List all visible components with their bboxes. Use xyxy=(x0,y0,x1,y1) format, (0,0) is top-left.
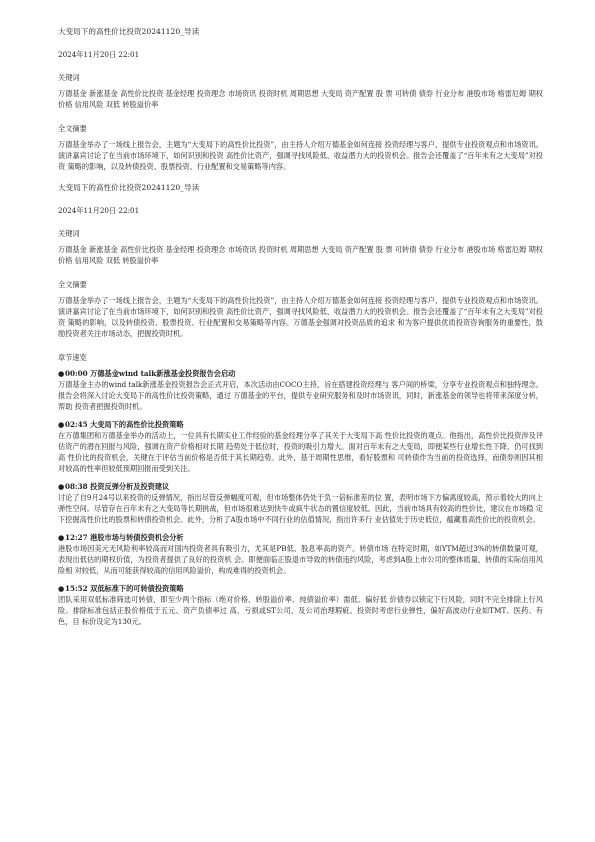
doc-date-repeat: 2024年11月20日 22:01 xyxy=(58,206,140,215)
chapter-item xyxy=(58,419,543,474)
bullet-icon: ● xyxy=(58,420,65,429)
chapter-title: ●12:27 港股市场与转债投资机会分析 xyxy=(58,533,184,542)
doc-title-repeat: 大变局下的高性价比投资20241120_导读 xyxy=(58,183,200,192)
keywords-heading-repeat: 关键词 xyxy=(58,229,80,238)
bullet-icon: ● xyxy=(58,369,65,378)
chapter-body: 在万德集团和万德基金举办的活动上，一位具有长期实业工作经验的基金经理分享了其关于大变局下高 性价比投资的观点。他指出，高性价比投资涉及评估资产的潜在回报与风险，强调在资产价格相对长期 趋势处于低位时，投资的吸引力增大。面对百年未有之大变局，即便某些行业增长性下降，仍可找到高 性价比的投资机会，关键在于评估当前价格是否低于其长期趋势。此外，基于周期性思维，看好股票和 可转债作为当前的投资选择，而债券则因其相对较高的性率但较低预期回报而受到关注。 xyxy=(58,431,543,473)
chapter-title: ●00:00 万德基金wind talk新涨基金投资报告会启动 xyxy=(58,369,236,378)
summary-text: 万德基金举办了一场线上报告会，主题为“大变局下的高性价比投资”，由主持人介绍万德基金如何连接 投资经理与客户，提供专业投资观点和市场资讯。演讲嘉宾讨论了在当前市场环境下，如何识别和投资 高性价比资产，强调寻找风险低、收益潜力大的投资机会。报告会还覆盖了“百年未有之大变局”对投资 策略的影响，以及转债投资、股票投资、行业配置和交易策略等内容。 xyxy=(58,140,543,171)
chapter-item xyxy=(58,532,543,576)
doc-date: 2024年11月20日 22:01 xyxy=(58,50,140,59)
bullet-icon: ● xyxy=(58,482,65,491)
keywords-text: 万德基金 新涨基金 高性价比投资 基金经理 投资理念 市场资讯 投资时机 周期思想 大变局 资产配置 股 票 可转债 债券 行业分布 港股市场 格雷厄姆 期权价格 信用风险 双低 转股溢价率 xyxy=(58,89,543,109)
summary-heading-repeat: 全文摘要 xyxy=(58,280,87,289)
bullet-icon: ● xyxy=(58,584,65,593)
chapter-title: ●08:38 投资反弹分析及投资建议 xyxy=(58,482,170,491)
chapter-item xyxy=(58,583,543,627)
summary-text-repeat: 万德基金举办了一场线上报告会，主题为“大变局下的高性价比投资”，由主持人介绍万德基金如何连接 投资经理与客户，提供专业投资观点和市场资讯。演讲嘉宾讨论了在当前市场环境下，如何识别和投资 高性价比资产，强调寻找风险低、收益潜力大的投资机会。报告会还覆盖了“百年未有之大变局”对投资 策略的影响，以及转债投资、股票投资、行业配置和交易策略等内容。万德基金强调对投资品质的追求 和为客户提供优质投资咨询服务的重要性，鼓励投资者关注市场动态，把握投资时机。 xyxy=(58,296,543,338)
keywords-text-repeat: 万德基金 新涨基金 高性价比投资 基金经理 投资理念 市场资讯 投资时机 周期思想 大变局 资产配置 股 票 可转债 债券 行业分布 港股市场 格雷厄姆 期权价格 信用风险 双低 转股溢价率 xyxy=(58,245,543,265)
chapter-body: 讨论了自9月24号以来投资的反弹情况，指出尽管反弹幅度可观，但市场整体仍处于负一倍标准差的位 置，表明市场下方偏离度较高，预示着较大的向上弹性空间。尽管存在百年未有之大变局等长期挑战，但市场很难达到快牛或疯牛状态的置信度较低。因此，当前市场具有较高的性价比，建议在市场稳 定下挖掘高性价比的股票和转债投资机会。此外，分析了A股市场中不同行业的估值情况，指出许多行 业估值处于历史低位，蕴藏着高性价比的投资机会。 xyxy=(58,493,543,524)
doc-title: 大变局下的高性价比投资20241120_导读 xyxy=(58,27,200,36)
chapter-body: 万德基金主办的wind talk新涨基金投资报告会正式开启，本次活动由COCO主持，旨在搭建投资经理与 客户间的桥梁，分享专业投资观点和独特理念。报告会将深入讨论大变局下的高性价比投资策略，通过 万德基金的平台，提供专业研究服务和及时市场资讯，同时，新涨基金的领导也将带来深度分析，帮助 投资者把握投资时机。 xyxy=(58,380,543,411)
chapter-item xyxy=(58,481,543,525)
summary-heading: 全文摘要 xyxy=(58,124,87,133)
keywords-heading: 关键词 xyxy=(58,73,80,82)
chapter-title: ●15:52 双低标准下的可转债投资策略 xyxy=(58,584,184,593)
chapters-heading: 章节速览 xyxy=(58,353,87,362)
chapter-body: 港股市场因美元无风险利率较高而对国内投资者具有吸引力，尤其是PB低、股息率高的资产。转债市场 在特定时期，如YTM超过3%的转债数量可观，表现出低估的期权价值，为投资者提供了良好的投资机 会。即便面临正股退市导致的转债违约风险，考虑到A股上市公司的整体质量，转债的实际信用风险相 对较低，从而可能获得较高的信用风险溢价，构成难得的投资机会。 xyxy=(58,544,543,575)
chapter-body: 团队采用双低标准筛选可转债，即至少两个指标（绝对价格、转股溢价率、纯债溢价率）需低。偏好低 价债券以锁定下行风险，同时不完全排除上行风险。排除标准包括正股价格低于五元、资产负债率过 高、亏损或ST公司、及公司治理瑕疵。投资时考虑行业弹性，偏好高波动行业如TMT、医药、有色，目 标价设定为130元。 xyxy=(58,595,543,626)
chapter-item xyxy=(58,368,543,412)
chapter-title: ●02:45 大变局下的高性价比投资策略 xyxy=(58,420,184,429)
bullet-icon: ● xyxy=(58,533,65,542)
